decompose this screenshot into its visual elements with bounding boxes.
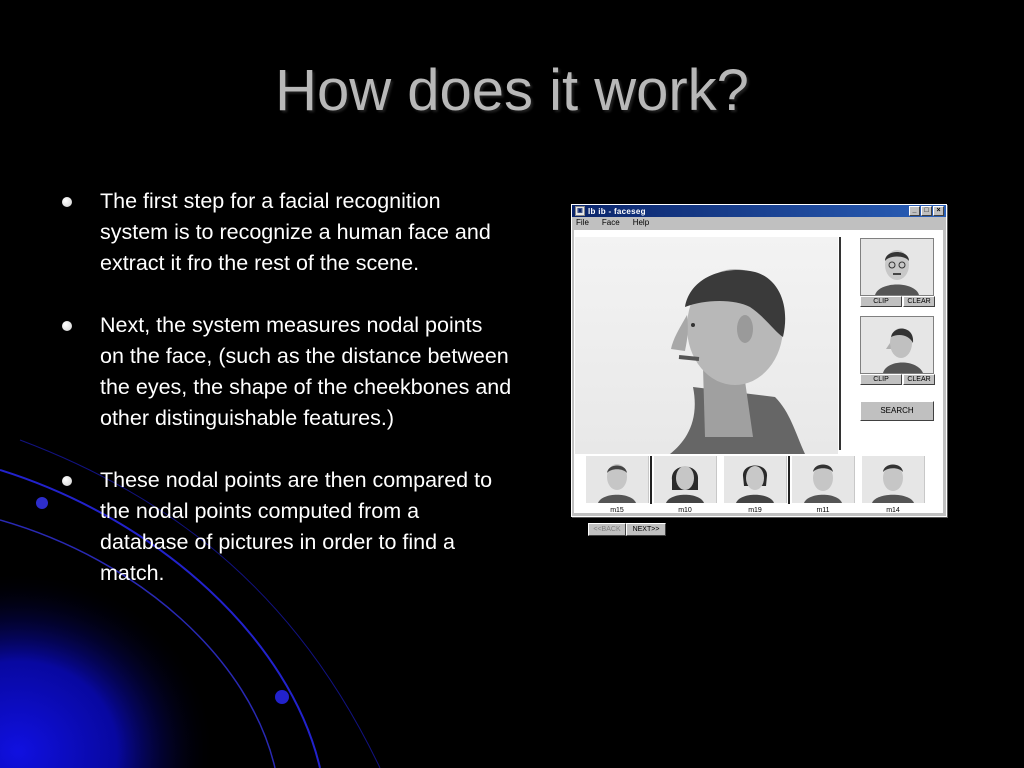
app-titlebar — [572, 205, 946, 217]
result-thumb[interactable] — [862, 456, 925, 503]
result-label: m19 — [748, 507, 762, 514]
clip-button[interactable]: CLIP — [860, 374, 902, 385]
clip-face-profile — [860, 316, 934, 374]
close-icon[interactable]: × — [933, 206, 944, 216]
bullet-dot-icon — [62, 197, 72, 207]
maximize-icon[interactable]: □ — [921, 206, 932, 216]
search-button[interactable]: SEARCH — [860, 401, 934, 421]
clip-face-front — [860, 238, 934, 296]
app-menubar — [572, 217, 946, 228]
result-thumb[interactable] — [654, 456, 717, 503]
clear-button[interactable]: CLEAR — [903, 296, 935, 307]
result-label: m15 — [610, 507, 624, 514]
result-thumb[interactable] — [586, 456, 649, 503]
app-window-screenshot — [571, 204, 947, 533]
app-window-title: Ib ib - faceseg — [588, 206, 646, 216]
bullet-dot-icon — [62, 321, 72, 331]
bullet-text: Next, the system measures nodal points on the face, (such as the distance between the eyes, the shape of the cheekbones and other distinguishable features.) — [100, 313, 512, 430]
image-divider — [839, 237, 841, 450]
bullet-text: These nodal points are then compared to the nodal points computed from a database of pictures in order to find a match. — [100, 468, 493, 585]
menu-file[interactable]: File — [576, 218, 589, 227]
result-label: m11 — [816, 507, 830, 514]
result-thumb[interactable] — [792, 456, 855, 503]
query-face-photo — [575, 237, 838, 454]
next-button[interactable]: NEXT>> — [626, 523, 666, 536]
app-icon: ▣ — [575, 206, 585, 216]
bullet-item — [62, 310, 512, 434]
menu-face[interactable]: Face — [601, 218, 620, 227]
result-label: m14 — [886, 507, 900, 514]
bullet-item — [62, 465, 512, 589]
back-button[interactable]: <<BACK — [588, 523, 626, 536]
slide-title: How does it work? — [275, 58, 749, 123]
clip-button[interactable]: CLIP — [860, 296, 902, 307]
minimize-icon[interactable]: _ — [909, 206, 920, 216]
result-thumb[interactable] — [724, 456, 787, 503]
bullet-item — [62, 186, 512, 279]
result-label: m10 — [678, 507, 692, 514]
clear-button[interactable]: CLEAR — [903, 374, 935, 385]
bullet-dot-icon — [62, 476, 72, 486]
menu-help[interactable]: Help — [632, 218, 650, 227]
result-separator — [650, 456, 652, 504]
bullet-list — [62, 186, 512, 620]
bullet-text: The first step for a facial recognition system is to recognize a human face and extract it fro the rest of the scene. — [100, 189, 491, 275]
result-separator — [788, 456, 790, 504]
app-client-area — [574, 230, 943, 533]
